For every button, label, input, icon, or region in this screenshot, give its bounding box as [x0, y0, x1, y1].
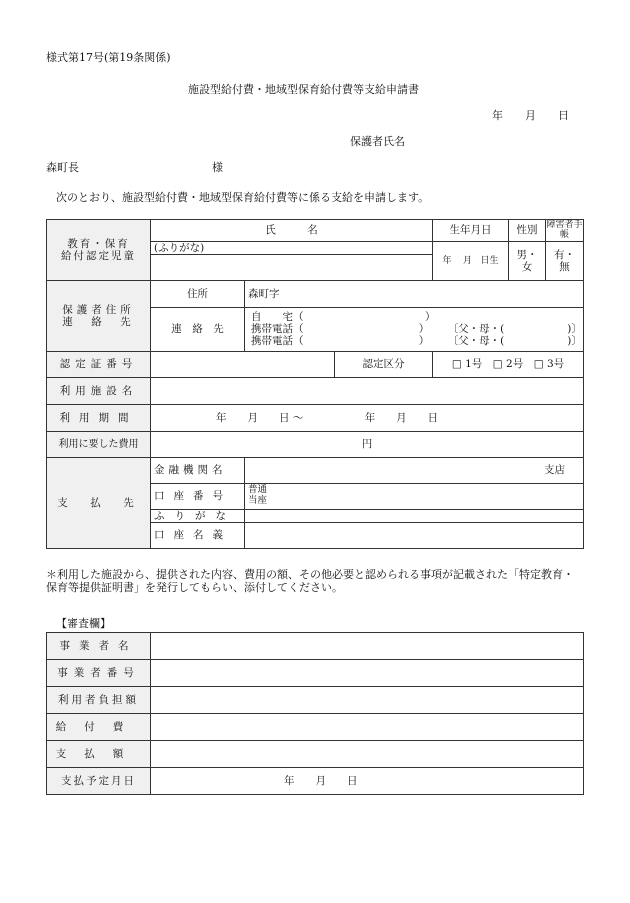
review-heading: 【審査欄】	[56, 617, 111, 630]
address-field[interactable]: 森町字	[245, 280, 584, 307]
guardian-name-label: 保護者氏名	[350, 135, 405, 148]
bank-label: 金融機関名	[151, 457, 245, 483]
review-benefit-label: 給付費	[47, 714, 151, 741]
review-table	[46, 632, 584, 795]
disability-header: 障害者手帳	[546, 220, 583, 241]
review-payment-date-field[interactable]: 年 月 日	[151, 768, 584, 795]
review-user-burden-field[interactable]	[151, 687, 584, 714]
review-payment-date-label: 支払予定月日	[47, 768, 151, 795]
review-payment-amount-field[interactable]	[151, 741, 584, 768]
intro-text: 次のとおり、施設型給付費・地域型保育給付費等に係る支給を申請します。	[56, 191, 430, 204]
review-payment-amount-label: 支払額	[47, 741, 151, 768]
review-business-name-field[interactable]	[151, 633, 584, 660]
review-business-name-label: 事業者名	[47, 633, 151, 660]
cert-class-options[interactable]: □ 1号 □ 2号 □ 3号	[433, 351, 584, 377]
name-header: 氏 名	[151, 220, 433, 242]
review-business-number-field[interactable]	[151, 660, 584, 687]
review-user-burden-label: 利用者負担額	[47, 687, 151, 714]
date-line: 年 月 日	[492, 109, 569, 122]
form-number: 様式第17号(第19条関係)	[46, 51, 171, 64]
account-name-field[interactable]	[245, 522, 584, 548]
kana-label: ふりがな	[151, 509, 245, 522]
period-field[interactable]: 年 月 日 〜 年 月 日	[151, 404, 584, 431]
cost-field[interactable]: 円	[151, 431, 584, 457]
sex-header: 性別	[509, 220, 546, 242]
cert-number-label: 認定証番号	[47, 351, 151, 377]
cert-number-field[interactable]	[151, 351, 335, 377]
account-number-label: 口座番号	[151, 483, 245, 509]
addressee: 森町長	[46, 161, 79, 174]
cost-label: 利用に要した費用	[47, 431, 151, 457]
account-name-label: 口座名義	[151, 522, 245, 548]
disability-field[interactable]: 有・無	[546, 241, 584, 280]
honorific: 様	[212, 161, 223, 174]
guardian-label: 保護者住所 連 絡 先	[47, 280, 151, 351]
review-benefit-field[interactable]	[151, 714, 584, 741]
review-business-number-label: 事業者番号	[47, 660, 151, 687]
contact-field[interactable]: 自 宅（ ） 携帯電話（ ） 〔父・母・( )〕 携帯電話（ ） 〔父・母・( )〕	[245, 307, 584, 351]
application-table	[46, 219, 584, 549]
child-name-field[interactable]	[151, 254, 433, 280]
cert-class-label: 認定区分	[335, 351, 433, 377]
sex-field[interactable]: 男・女	[509, 241, 546, 280]
form-title: 施設型給付費・地域型保育給付費等支給申請書	[188, 83, 419, 96]
note-text: ＊利用した施設から、提供された内容、費用の額、その他必要と認められる事項が記載された「特定教育・保育等提供証明書」を発行してもらい、添付してください。	[46, 568, 574, 594]
kana-field[interactable]	[245, 509, 584, 522]
bank-field[interactable]: 支店	[245, 457, 584, 483]
period-label: 利用期間	[47, 404, 151, 431]
birth-header: 生年月日	[433, 220, 509, 242]
child-label: 教育・保育 給付認定児童	[47, 220, 151, 281]
payee-label: 支 払 先	[47, 457, 151, 548]
furigana-field[interactable]: (ふりがな)	[151, 241, 433, 254]
facility-field[interactable]	[151, 377, 584, 404]
address-label: 住所	[151, 280, 245, 307]
contact-label: 連 絡 先	[151, 307, 245, 351]
account-number-field[interactable]: 普通 当座	[245, 483, 584, 509]
facility-label: 利用施設名	[47, 377, 151, 404]
birth-date-field[interactable]: 年 月 日生	[433, 241, 509, 280]
